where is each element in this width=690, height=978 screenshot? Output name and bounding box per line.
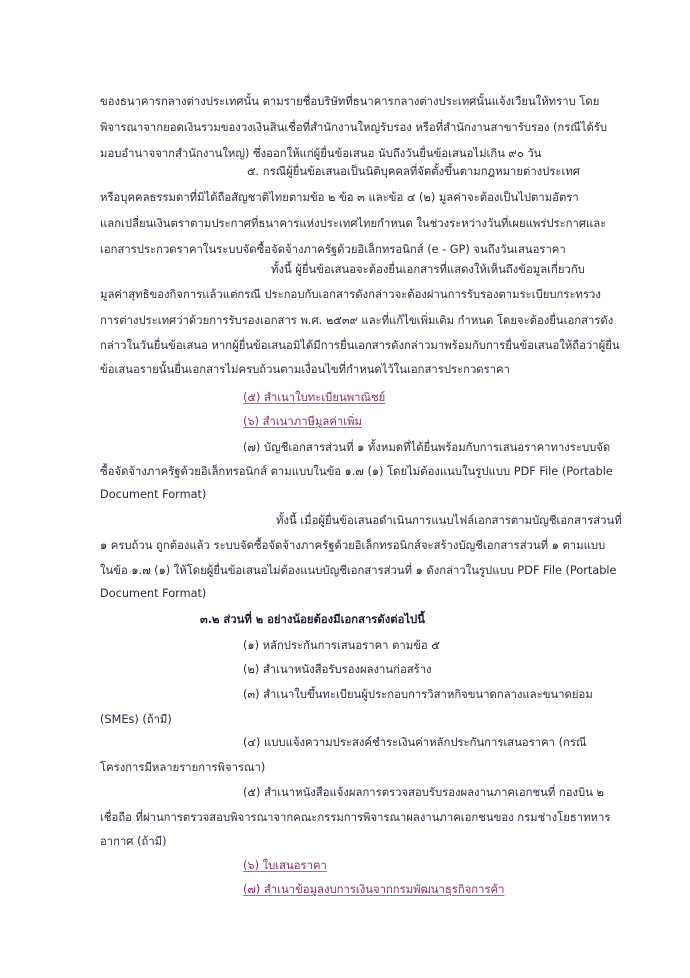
text-line: เอกสารประกวดราคาในระบบจัดซื้อจัดจ้างภาครัฐด้วยอิเล็กทรอนิกส์ (e - GP) จนถึงวันเสนอราคา	[100, 243, 566, 256]
text-line: Document Format)	[100, 587, 207, 600]
text-line: Document Format)	[100, 488, 207, 501]
list-item: (๗) บัญชีเอกสารส่วนที่ ๑ ทั้งหมดที่ได้ยื่นพร้อมกับการเสนอราคาทางระบบจัด	[243, 441, 611, 454]
list-item: (๕) สำเนาหนังสือแจ้งผลการตรวจสอบรับรองผลงานภาคเอกชนที่ กองบิน ๒	[243, 786, 604, 799]
list-item: (๑) หลักประกันการเสนอราคา ตามข้อ ๕	[243, 639, 440, 652]
text-line: (SMEs) (ถ้ามี)	[100, 713, 172, 726]
list-item: (๗) สำเนาข้อมูลงบการเงินจากกรมพัฒนาธุรกิจการค้า	[243, 883, 505, 896]
text-line: อากาศ (ถ้ามี)	[100, 835, 167, 848]
list-item: (๖) ใบเสนอราคา	[243, 859, 327, 872]
section-heading: ๓.๒ ส่วนที่ ๒ อย่างน้อยต้องมีเอกสารดังต่อไปนี้	[200, 613, 425, 626]
text-line: เชื่อถือ ที่ผ่านการตรวจสอบพิจารณาจากคณะกรรมการพิจารณาผลงานภาคเอกชนของ กรมช่างโยธาทหาร	[100, 811, 611, 824]
text-line: มอบอำนาจจากสำนักงานใหญ่) ซึ่งออกให้แก่ผู้ยื่นข้อเสนอ นับถึงวันยื่นข้อเสนอไม่เกิน ๙๐ วัน	[100, 147, 542, 160]
text-line: ข้อเสนอรายนั้นยื่นเอกสารไม่ครบถ้วนตามเงื่อนไขที่กำหนดไว้ในเอกสารประกวดราคา	[100, 363, 510, 376]
text-line: มูลค่าสุทธิของกิจการแล้วแต่กรณี ประกอบกับเอกสารดังกล่าวจะต้องผ่านการรับรองตามระเบียบกระทรวง	[100, 288, 601, 301]
text-line: หรือบุคคลธรรมดาที่มิได้ถือสัญชาติไทยตามข้อ ๒ ข้อ ๓ และข้อ ๔ (๒) มูลค่าจะต้องเป็นไปตามอัตรา	[100, 191, 579, 204]
text-line: ของธนาคารกลางต่างประเทศนั้น ตามรายชื่อบริษัทที่ธนาคารกลางต่างประเทศนั้นแจ้งเวียนให้ทราบ โดย	[100, 95, 600, 108]
text-line: ทั้งนี้ เมื่อผู้ยื่นข้อเสนอดำเนินการแนบไฟล์เอกสารตามบัญชีเอกสารส่วนที่	[276, 514, 622, 527]
list-item: (๖) สำเนาภาษีมูลค่าเพิ่ม	[243, 415, 363, 428]
text-line: ๑ ครบถ้วน ถูกต้องแล้ว ระบบจัดซื้อจัดจ้างภาครัฐด้วยอิเล็กทรอนิกส์จะสร้างบัญชีเอกสารส่วนที่ ๑ ตามแบบ	[100, 539, 606, 552]
list-item: (๕) สำเนาใบทะเบียนพาณิชย์	[243, 391, 386, 404]
text-line: กล่าวในวันยื่นข้อเสนอ หากผู้ยื่นข้อเสนอมิได้มีการยื่นเอกสารดังกล่าวมาพร้อมกับการยื่นข้อเสนอให้ถือว่าผู้ยื่น	[100, 339, 620, 352]
text-line: ทั้งนี้ ผู้ยื่นข้อเสนอจะต้องยื่นเอกสารที่แสดงให้เห็นถึงข้อมูลเกี่ยวกับ	[271, 263, 585, 276]
text-line: ในข้อ ๑.๗ (๑) ให้โดยผู้ยื่นข้อเสนอไม่ต้องแนบบัญชีเอกสารส่วนที่ ๑ ดังกล่าวในรูปแบบ PDF File (Portable	[100, 564, 617, 577]
list-item: (๔) แบบแจ้งความประสงค์ชำระเงินค่าหลักประกันการเสนอราคา (กรณี	[243, 736, 587, 749]
text-line: ๕. กรณีผู้ยื่นข้อเสนอเป็นนิติบุคคลที่จัดตั้งขึ้นตามกฎหมายต่างประเทศ	[247, 165, 580, 178]
list-item: (๓) สำเนาใบขึ้นทะเบียนผู้ประกอบการวิสาหกิจขนาดกลางและขนาดย่อม	[243, 688, 593, 701]
text-line: ซื้อจัดจ้างภาครัฐด้วยอิเล็กทรอนิกส์ ตามแบบในข้อ ๑.๗ (๑) โดยไม่ต้องแนบในรูปแบบ PDF File (Portable	[100, 465, 613, 478]
text-line: พิจารณาจากยอดเงินรวมของวงเงินสินเชื่อที่สำนักงานใหญ่รับรอง หรือที่สำนักงานสาขารับรอง (กรณีได้รับ	[100, 121, 608, 134]
text-line: โครงการมีหลายรายการพิจารณา)	[100, 761, 266, 774]
list-item: (๒) สำเนาหนังสือรับรองผลงานก่อสร้าง	[243, 663, 432, 676]
text-line: การต่างประเทศว่าด้วยการรับรองเอกสาร พ.ศ. ๒๕๓๙ และที่แก้ไขเพิ่มเติม กำหนด โดยจะต้องยื่นเอกสารดัง	[100, 314, 614, 327]
text-line: แลกเปลี่ยนเงินตราตามประกาศที่ธนาคารแห่งประเทศไทยกำหนด ในช่วงระหว่างวันที่เผยแพร่ประกาศและ	[100, 217, 607, 230]
